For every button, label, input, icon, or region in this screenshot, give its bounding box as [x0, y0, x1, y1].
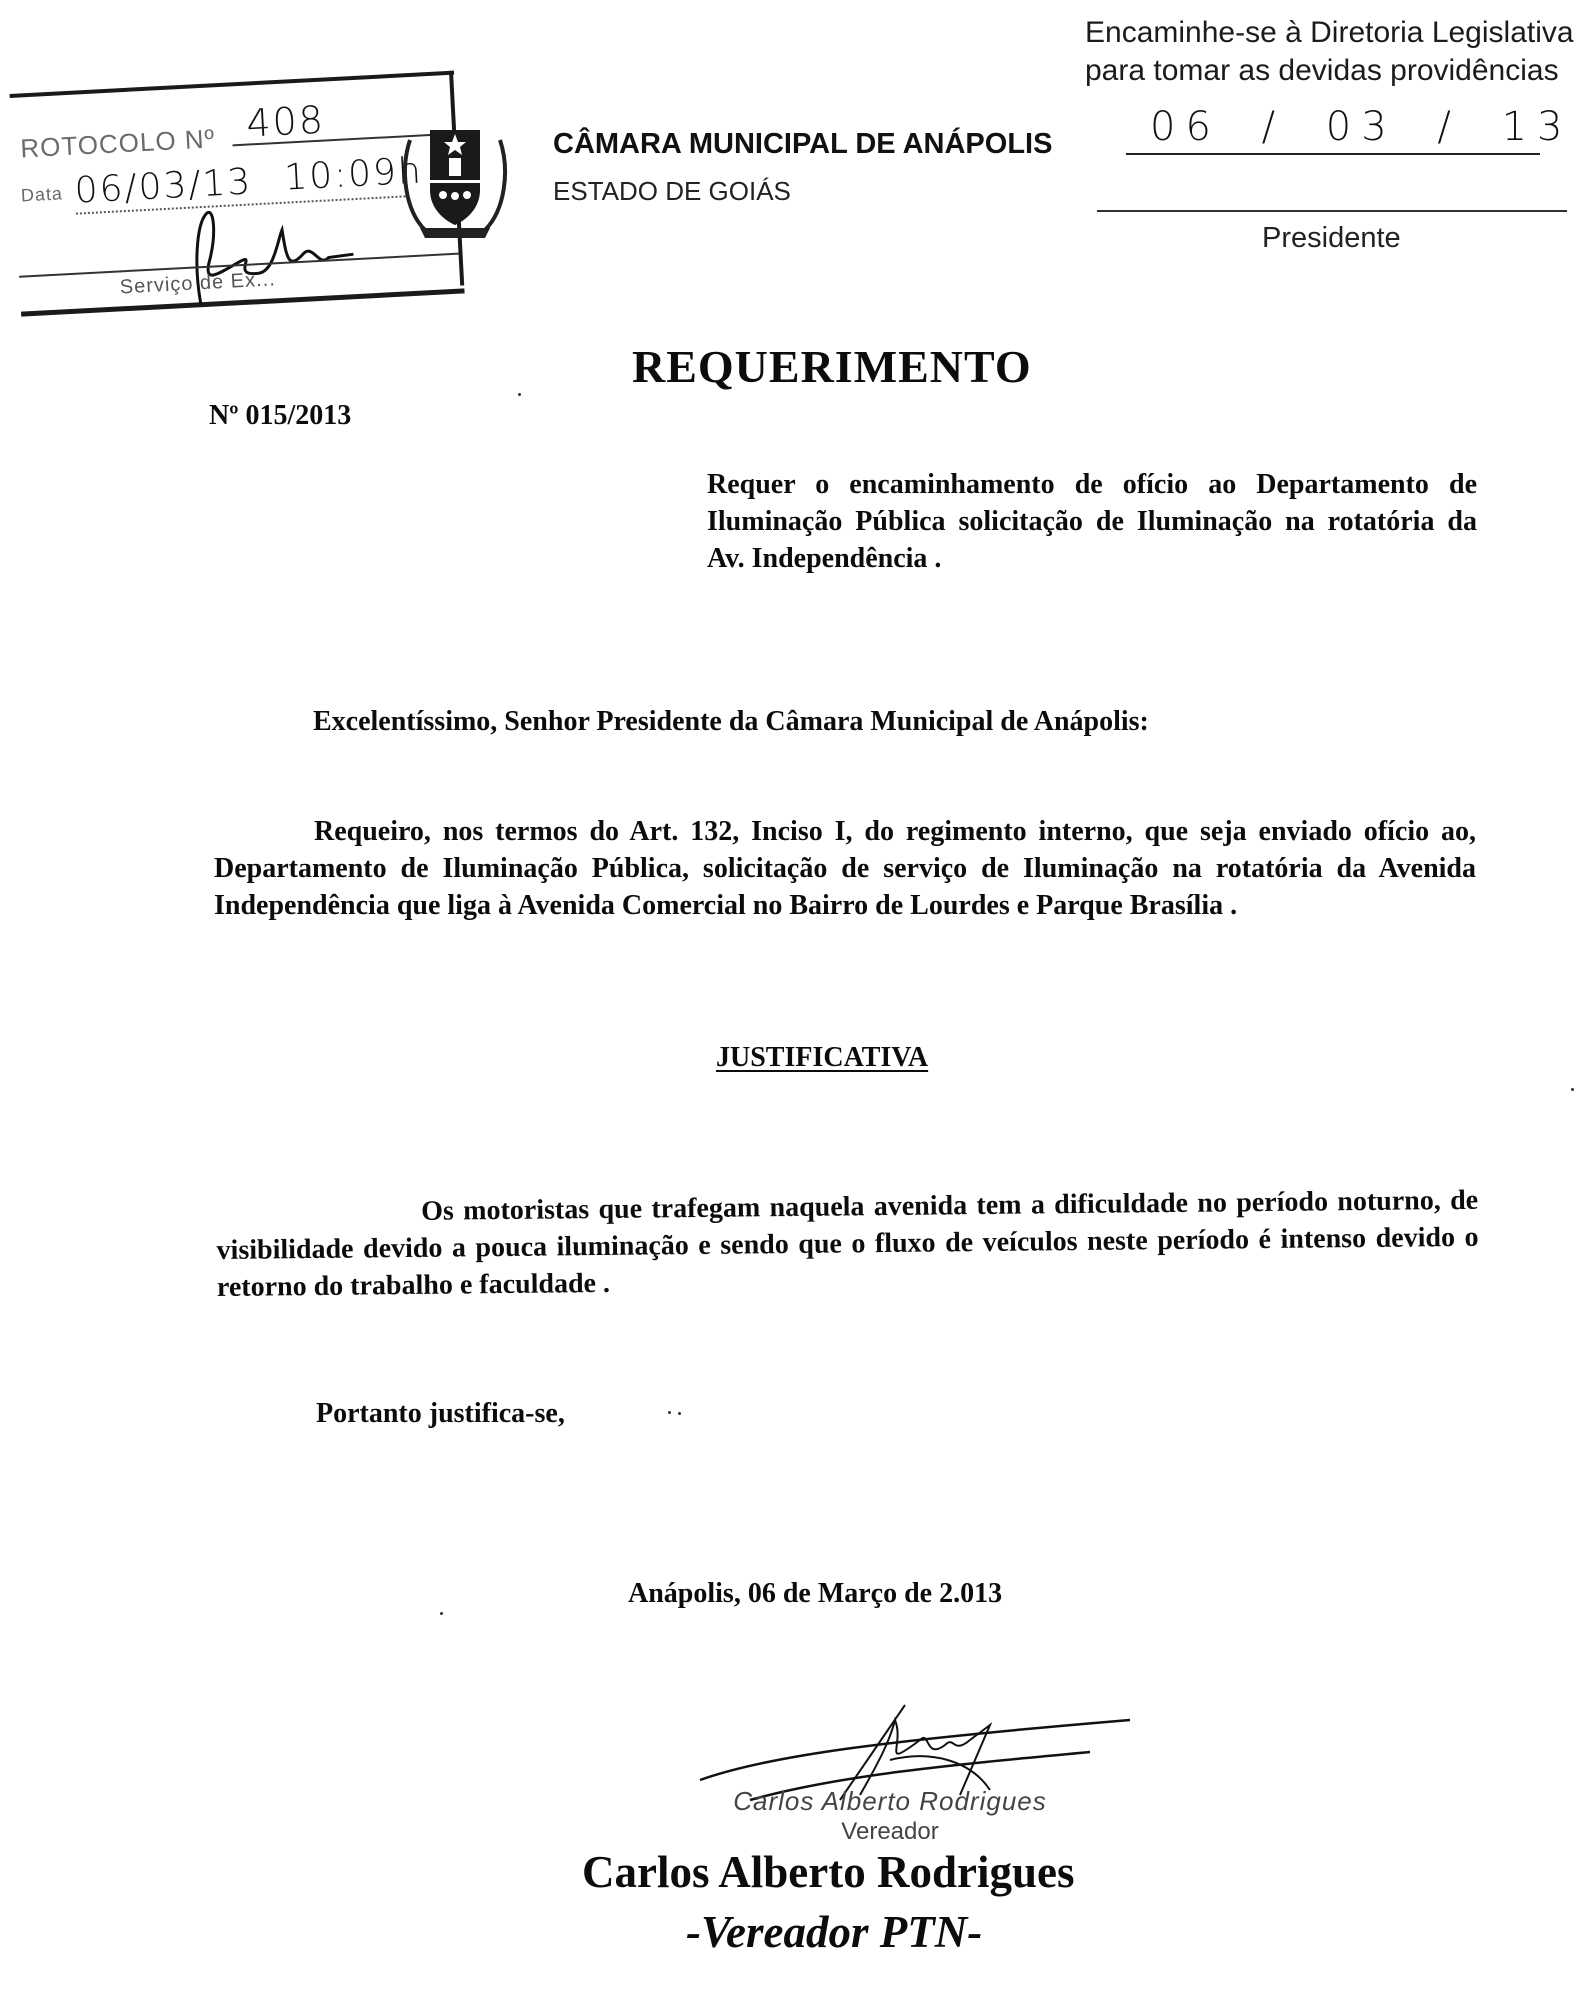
protocol-date: 06/03/13 [73, 161, 254, 212]
document-title: REQUERIMENTO [632, 341, 1032, 392]
dispatch-note-line-2: para tomar as devidas providências [1085, 54, 1559, 87]
closing-text: Portanto justifica-se, [316, 1398, 565, 1429]
scan-speck [1571, 1088, 1574, 1091]
justification-paragraph: Os motoristas que trafegam naquela avenida tem a dificuldade no período noturno, de visibilidade devido a pouca iluminação e sendo que o fluxo de veículos neste período é intenso devido o retorno do trabalho e faculdade . [216, 1184, 1479, 1303]
chamber-title: CÂMARA MUNICIPAL DE ANÁPOLIS [553, 128, 1053, 160]
service-label: Serviço de Ex... [119, 268, 277, 299]
salutation: Excelentíssimo, Senhor Presidente da Câmara Municipal de Anápolis: [313, 706, 1149, 737]
scan-speck [668, 1411, 671, 1414]
dispatch-note-line-1: Encaminhe-se à Diretoria Legislativa [1085, 16, 1574, 49]
dispatch-date-line [1126, 153, 1540, 155]
scan-speck [678, 1412, 681, 1415]
signer-name: Carlos Alberto Rodrigues [582, 1847, 1075, 1897]
signature-stamp-role: Vereador [841, 1818, 939, 1845]
protocol-date-label: Data [20, 183, 64, 206]
dispatch-note [1085, 14, 1574, 90]
scan-speck [440, 1612, 443, 1615]
justification-heading: JUSTIFICATIVA [716, 1042, 929, 1073]
request-summary: Requer o encaminhamento de ofício ao Departamento de Iluminação Pública solicitação de Iluminação na rotatória da Av. Independência . [707, 469, 1477, 574]
president-label: Presidente [1262, 222, 1401, 254]
stamp-border-top [10, 71, 455, 98]
protocol-label: ROTOCOLO Nº [19, 123, 216, 164]
request-paragraph: Requeiro, nos termos do Art. 132, Inciso I, do regimento interno, que seja enviado ofício ao, Departamento de Iluminação Pública, solicitação de serviço de Iluminação na rotatória da Avenida Independência que liga à Avenida Comercial no Bairro de Lourdes e Parque Brasília . [214, 816, 1476, 921]
president-signature-line [1097, 210, 1567, 212]
signature-stamp-name: Carlos Alberto Rodrigues [733, 1786, 1047, 1816]
state-name: ESTADO DE GOIÁS [553, 176, 791, 206]
protocol-number: 408 [245, 97, 327, 146]
place-and-date: Anápolis, 06 de Março de 2.013 [628, 1578, 1003, 1609]
scan-speck [518, 393, 521, 396]
coat-of-arms-icon [400, 120, 510, 250]
protocol-time: 10:09h [283, 150, 424, 199]
signer-role: -Vereador PTN- [686, 1907, 983, 1957]
document-number: Nº 015/2013 [209, 400, 352, 431]
dispatch-date: 06 / 03 / 13 [1150, 104, 1573, 150]
clerk-initials-signature [176, 195, 381, 315]
